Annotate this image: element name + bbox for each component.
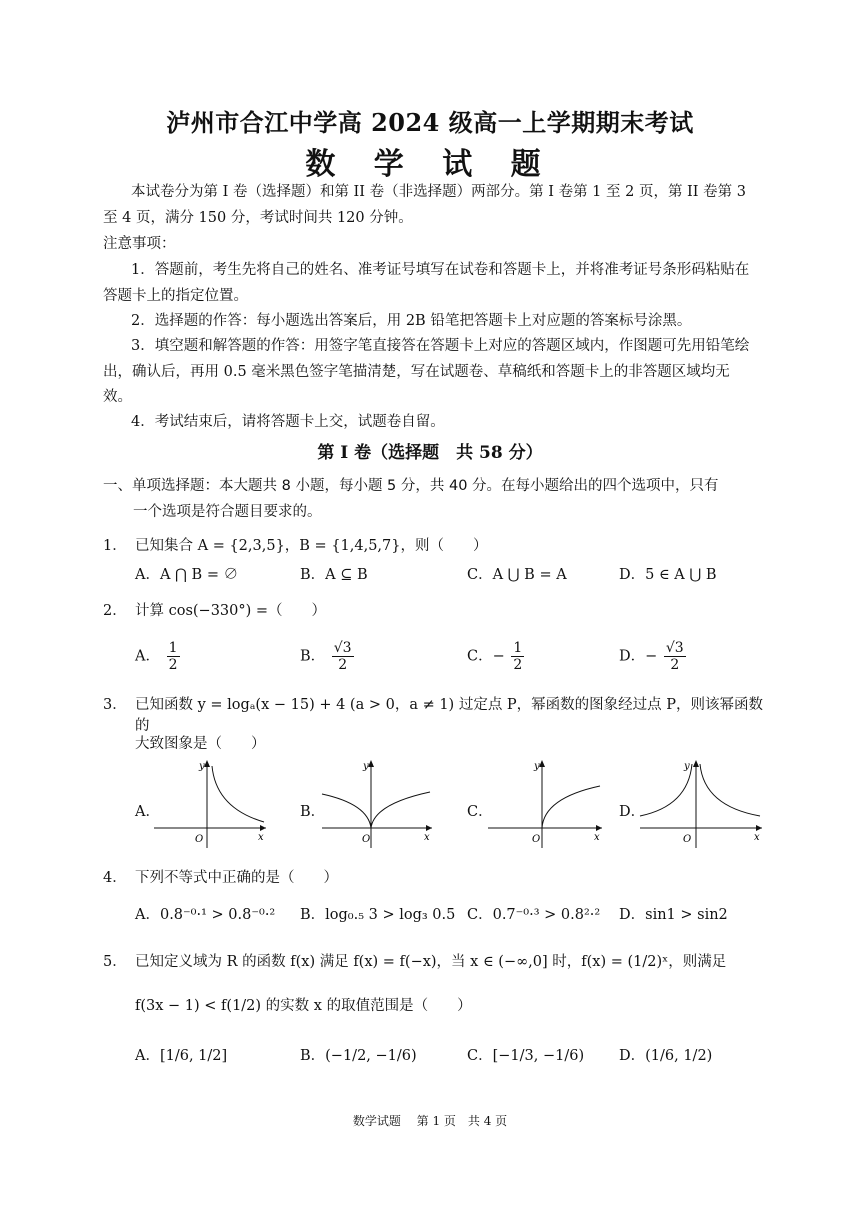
option-a: A．[1/6, 1/2] <box>135 1048 228 1064</box>
notice-item: 3．填空题和解答题的作答：用签字笔直接答在答题卡上对应的答题区域内，作图题可先用铅笔绘出，确认后，再用 0.5 毫米黑色签字笔描清楚，写在试题卷、草稿纸和答题卡上的非答题区域均无效。 <box>103 338 750 405</box>
graph-option-b <box>318 758 436 850</box>
question-stem-continued: 大致图象是（ ） <box>135 736 266 752</box>
fraction: $\frac{1}{2}$ <box>513 640 523 673</box>
question-stem: 已知函数 y = logₐ(x − 15) + 4 (a > 0，a ≠ 1) 过定点 P，幂函数的图象经过点 P，则该幂函数的 <box>135 697 764 734</box>
exam-intro: 本试卷分为第 I 卷（选择题）和第 II 卷（非选择题）两部分。第 I 卷第 1 至 2 页，第 II 卷第 3 至 4 页，满分 150 分，考试时间共 120 分钟。 <box>103 184 746 226</box>
option-label: D．− <box>619 648 658 665</box>
axis-x-label: x <box>424 832 430 843</box>
question-number: 5． <box>103 954 127 970</box>
option-d: D．5 ∈ A ⋃ B <box>619 567 717 583</box>
option-b: B．A ⊆ B <box>300 567 368 583</box>
question-number: 4． <box>103 870 127 886</box>
option-c: C．0.7⁻⁰·³ > 0.8²·² <box>467 907 601 923</box>
option-b: B．log₀.₅ 3 > log₃ 0.5 <box>300 907 456 923</box>
question-stem: 已知集合 A = {2,3,5}，B = {1,4,5,7}，则（ ） <box>135 538 488 554</box>
option-d: D． <box>619 804 646 820</box>
option-b: B． <box>300 804 326 820</box>
fraction: $\frac{√3}{2}$ <box>665 640 684 673</box>
option-a: A．A ⋂ B = ∅ <box>135 567 239 583</box>
origin-label: O <box>195 834 204 845</box>
fraction: $\frac{1}{2}$ <box>168 640 178 673</box>
option-label: A． <box>135 648 160 665</box>
question-stem: 已知定义域为 R 的函数 f(x) 满足 f(x) = f(−x)，当 x ∈ (−∞,0] 时，f(x) = (1/2)ˣ，则满足 <box>135 954 727 970</box>
graph-option-d <box>636 758 766 850</box>
question-stem: 下列不等式中正确的是（ ） <box>135 870 338 886</box>
option-label: B． <box>300 648 326 665</box>
part-heading-line2: 一个选项是符合题目要求的。 <box>133 504 322 520</box>
part-heading-line1: 一、单项选择题：本大题共 8 小题，每小题 5 分，共 40 分。在每小题给出的四个选项中，只有 <box>103 478 719 494</box>
origin-label: O <box>532 834 541 845</box>
option-a: A． <box>135 804 160 820</box>
origin-label: O <box>683 834 692 845</box>
question-number: 1． <box>103 538 127 554</box>
option-c: C．[−1/3, −1/6) <box>467 1048 585 1064</box>
question-number: 3． <box>103 697 127 713</box>
notice-item: 1．答题前，考生先将自己的姓名、准考证号填写在试卷和答题卡上，并将准考证号条形码粘贴在答题卡上的指定位置。 <box>103 262 750 304</box>
page-footer: 数学试题 第 1 页 共 4 页 <box>352 1114 508 1128</box>
option-d: D．sin1 > sin2 <box>619 907 728 923</box>
option-c: C．A ⋃ B = A <box>467 567 567 583</box>
question-stem-continued: f(3x − 1) < f(1/2) 的实数 x 的取值范围是（ ） <box>135 998 472 1014</box>
question-stem: 计算 cos(−330°) =（ ） <box>135 603 327 619</box>
notice-heading: 注意事项： <box>103 236 176 252</box>
notice-item: 2．选择题的作答：每小题选出答案后，用 2B 铅笔把答题卡上对应题的答案标号涂黑。 <box>131 313 692 329</box>
fraction: $\frac{√3}{2}$ <box>333 640 352 673</box>
option-a: A．0.8⁻⁰·¹ > 0.8⁻⁰·² <box>135 907 276 923</box>
section-heading: 第 I 卷（选择题 共 58 分） <box>317 443 543 463</box>
option-label: C．− <box>467 648 505 665</box>
axis-x-label: x <box>754 832 760 843</box>
axis-y-label: y <box>199 761 205 772</box>
option-d <box>619 640 688 673</box>
graph-option-c <box>486 758 606 850</box>
option-d: D．(1/6, 1/2) <box>619 1048 713 1064</box>
part-heading <box>103 473 763 525</box>
exam-title: 泸州市合江中学高 2024 级高一上学期期末考试 <box>166 108 694 137</box>
option-c <box>467 640 526 673</box>
exam-subtitle: 数 学 试 题 <box>305 147 555 182</box>
axis-y-label: y <box>534 761 540 772</box>
notice-item: 4．考试结束后，请将答题卡上交，试题卷自留。 <box>131 414 445 430</box>
question-number: 2． <box>103 603 127 619</box>
graph-option-a <box>150 758 270 850</box>
axis-x-label: x <box>258 832 264 843</box>
option-b <box>300 640 356 673</box>
axis-y-label: y <box>363 761 369 772</box>
origin-label: O <box>362 834 371 845</box>
option-a <box>135 640 182 673</box>
axis-x-label: x <box>594 832 600 843</box>
option-b: B．(−1/2, −1/6) <box>300 1048 417 1064</box>
option-c: C． <box>467 804 493 820</box>
axis-y-label: y <box>684 761 690 772</box>
